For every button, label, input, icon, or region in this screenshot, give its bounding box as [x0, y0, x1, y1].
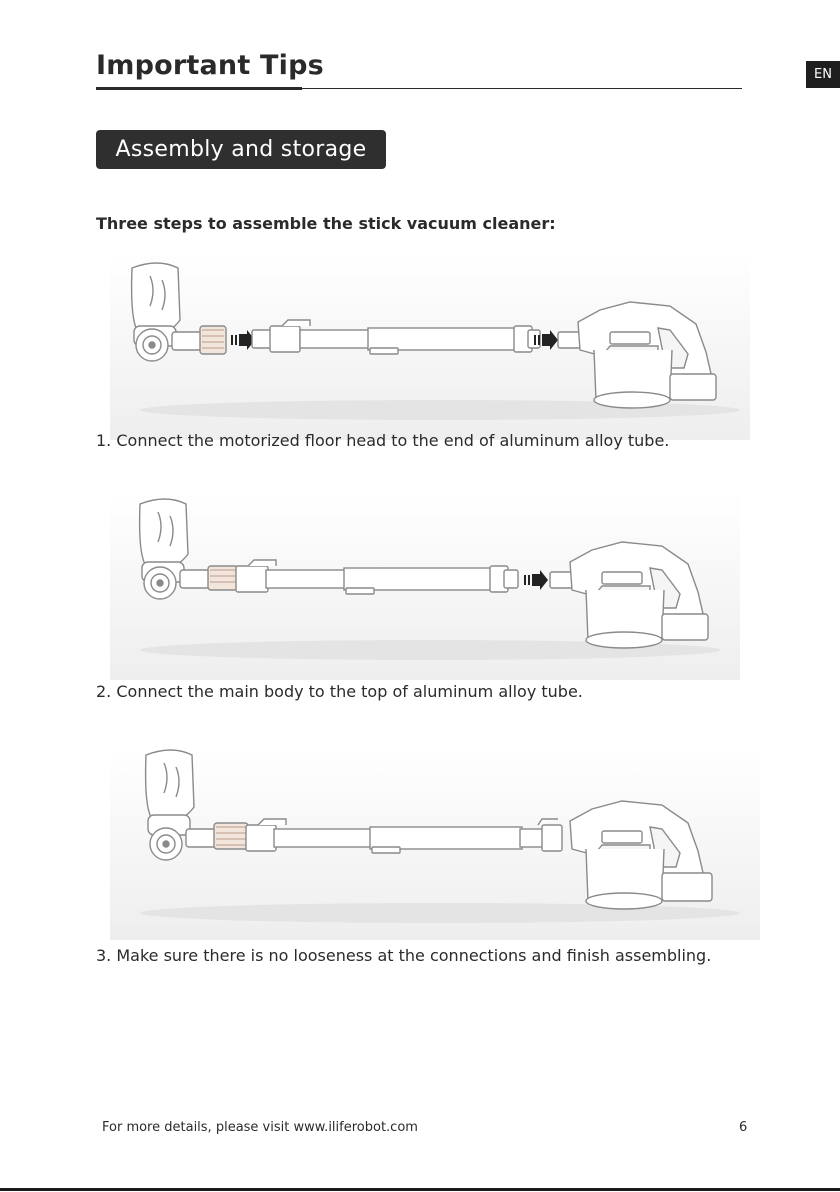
- page-number: 6: [739, 1120, 748, 1135]
- step-caption: 1. Connect the motorized floor head to the end of aluminum alloy tube.: [96, 431, 670, 450]
- assembly-step-2-illustration: [110, 490, 740, 680]
- footer-website-note: For more details, please visit www.iliferobot.com: [102, 1120, 418, 1135]
- assembly-step-1-illustration: [110, 250, 750, 440]
- intro-text: Three steps to assemble the stick vacuum cleaner:: [96, 214, 556, 233]
- section-heading: Assembly and storage: [96, 130, 386, 169]
- bottom-rule: [0, 1188, 840, 1191]
- step-caption: 3. Make sure there is no looseness at the connections and finish assembling.: [96, 946, 712, 965]
- assembly-step-3-illustration: [110, 745, 760, 940]
- step-caption: 2. Connect the main body to the top of aluminum alloy tube.: [96, 682, 583, 701]
- title-underline: [96, 88, 742, 89]
- language-badge: EN: [806, 61, 840, 88]
- page-title: Important Tips: [96, 50, 324, 81]
